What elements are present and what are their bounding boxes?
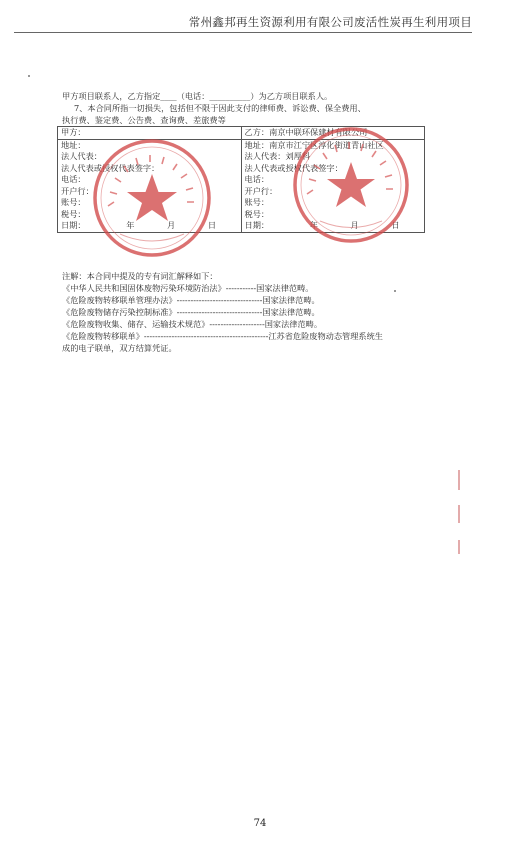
party-a-year: 年: [126, 220, 135, 230]
header-rule: [14, 32, 472, 33]
party-a-tax-no: 税号：: [61, 208, 86, 219]
party-b-year: 年: [309, 220, 318, 230]
note-item: 《危险废物转移联单管理办法》-------------------------------国家法律范畴。: [62, 295, 320, 305]
intro-line-2: 7、本合同所指一切损失，包括但不限于因此支付的律师费、诉讼费、保全费用、: [74, 103, 366, 113]
note-item: 《危险废物收集、储存、运输技术规范》--------------------国家法律范畴。: [62, 319, 323, 329]
note-item: 《中华人民共和国固体废物污染环境防治法》-----------国家法律范畴。: [62, 283, 314, 293]
seal-b-graphic: [290, 124, 412, 246]
notes-section: [62, 270, 422, 354]
party-a-authorized-rep: 法人代表或授权代表签字：: [61, 162, 160, 173]
margin-mark: [458, 505, 474, 523]
party-a-bank: 开户行：: [61, 185, 94, 196]
party-b-company-seal-icon: [290, 124, 412, 246]
note-item: 成的电子联单，双方结算凭证。: [62, 343, 177, 353]
scan-speck: [394, 290, 396, 292]
note-item: 《危险废物转移联单》---------------------------------------------江苏省危险废物动态管理系统生: [62, 331, 383, 341]
party-a-company-seal-icon: [90, 136, 217, 260]
seal-a-star: [127, 174, 177, 221]
notes-intro: 注解：本合同中提及的专有词汇解释如下：: [62, 271, 218, 281]
seal-b-star: [327, 162, 375, 207]
party-a-account: 账号：: [61, 197, 86, 207]
party-b-phone: 电话：: [244, 174, 270, 184]
party-b-bank: 开户行：: [244, 185, 278, 196]
seal-a-bottom-arc: [120, 234, 184, 241]
page-number: 74: [253, 818, 267, 829]
party-b-authorized-rep: 法人代表或授权代表签字：: [244, 162, 343, 173]
party-a-date-label: 日期：: [61, 220, 86, 230]
party-a-phone: 电话：: [61, 174, 86, 184]
party-b-tax-no: 税号：: [244, 208, 270, 219]
party-a-address: 地址：: [61, 139, 86, 150]
party-a-title: 甲方：: [58, 127, 242, 140]
scan-speck: [28, 75, 30, 77]
note-item: 《危险废物储存污染控制标准》-------------------------------国家法律范畴。: [62, 307, 320, 317]
party-a-day: 日: [207, 220, 217, 230]
document-header: 常州鑫邦再生资源利用有限公司废活性炭再生利用项目: [188, 15, 472, 29]
party-b-title: 乙方：南京中联环保建材有限公司: [241, 127, 425, 140]
margin-mark: [458, 470, 474, 490]
seal-a-graphic: [90, 136, 217, 260]
party-a-legal-rep: 法人代表：: [61, 151, 102, 161]
intro-line-3: 执行费、鉴定费、公告费、查询费、差旅费等: [62, 115, 226, 125]
party-b-day: 日: [391, 220, 400, 230]
margin-mark: [458, 540, 474, 554]
party-b-legal-rep: 法人代表：刘厚科: [244, 151, 311, 161]
seal-b-bottom-arc: [320, 221, 382, 228]
party-b-address: 地址：南京市江宁区淳化街道青山社区: [244, 139, 384, 150]
party-b-account: 账号：: [244, 197, 270, 207]
party-b-month: 月: [350, 220, 359, 230]
party-a-month: 月: [167, 220, 176, 230]
intro-line-1: 甲方项目联系人，乙方指定____（电话：__________）为乙方项目联系人。: [62, 91, 333, 101]
party-b-date-label: 日期：: [244, 220, 270, 230]
